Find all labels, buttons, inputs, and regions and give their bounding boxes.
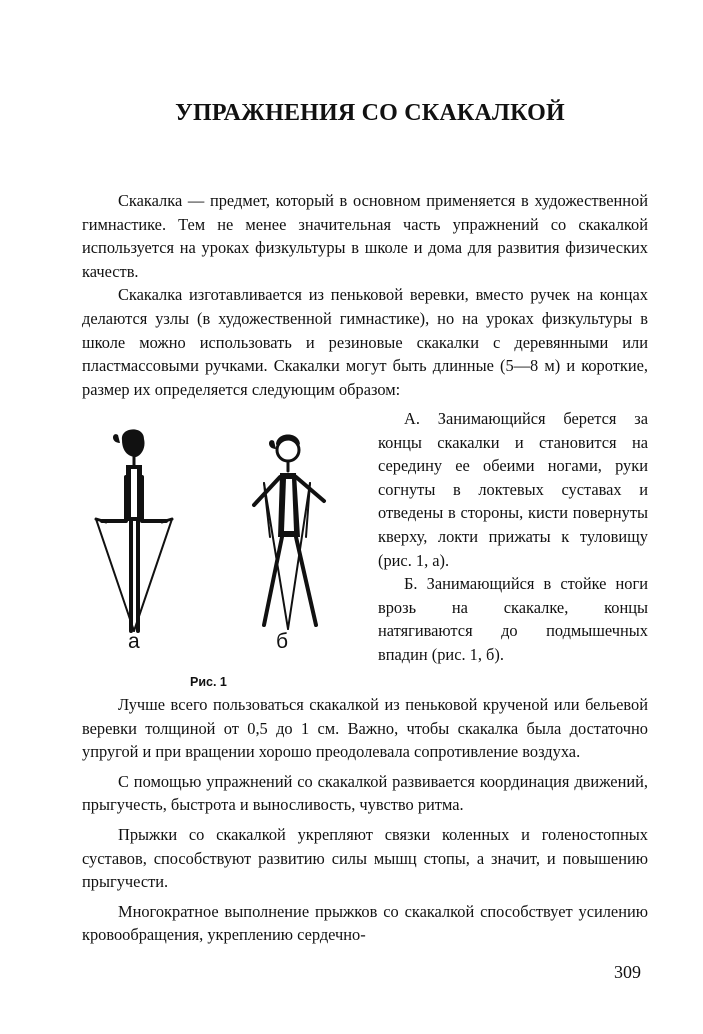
paragraph: А. Занимающийся берется за концы скакалки и становится на середину ее обеими ногами, руки согнуты в локтевых суставах и отведены в стороны, кисти повернуты кверху, локти прижаты к туловищу (рис. 1, а).	[378, 409, 648, 570]
paragraph: Прыжки со скакалкой укрепляют связки коленных и голеностопных суставов, способствуют развитию силы мышц стопы, а значит, и повышению прыгучести.	[82, 824, 648, 892]
page-number: 309	[614, 962, 641, 982]
paragraph: Б. Занимающийся в стойке ноги врозь на скакалке, концы натягиваются до подмышечных впадин (рис. 1, б).	[378, 574, 648, 664]
figure-label-a: а	[128, 630, 140, 653]
figure-b-drawing	[254, 435, 324, 630]
figure-1	[92, 425, 352, 665]
figure-a-drawing	[96, 429, 172, 631]
figure-label-b: б	[276, 630, 289, 653]
jump-rope-illustration	[92, 425, 352, 665]
page-title: УПРАЖНЕНИЯ СО СКАКАЛКОЙ	[175, 100, 565, 126]
paragraph: Скакалка изготавливается из пеньковой веревки, вместо ручек на концах делаются узлы (в художественной гимнастике), но на уроках физкультуры в школе можно использовать и резиновые скакалки с деревянными или пластмассовыми ручками. Скакалки могут быть длинные (5—8 м) и короткие, размер их определяется следующим образом:	[82, 285, 648, 399]
paragraph: Лучше всего пользоваться скакалкой из пеньковой крученой или бельевой веревки толщиной от 0,5 до 1 см. Важно, чтобы скакалка была достаточно упругой и при вращении хорошо преодолевала сопротивление воздуха.	[82, 695, 648, 762]
body-text	[82, 693, 648, 953]
paragraph: Многократное выполнение прыжков со скакалкой способствует усилению кровообращения, укреплению сердечно-	[82, 901, 648, 945]
figure-caption: Рис. 1	[190, 675, 227, 689]
figure-description	[378, 407, 648, 667]
paragraph: С помощью упражнений со скакалкой развивается координация движений, прыгучесть, быстрота и выносливость, чувство ритма.	[82, 771, 648, 815]
paragraph: Скакалка — предмет, который в основном применяется в художественной гимнастике. Тем не менее значительная часть упражнений со скакалкой используется на уроках физкультуры в школе и дома для развития физических качеств.	[82, 191, 648, 281]
intro-text	[82, 189, 648, 401]
